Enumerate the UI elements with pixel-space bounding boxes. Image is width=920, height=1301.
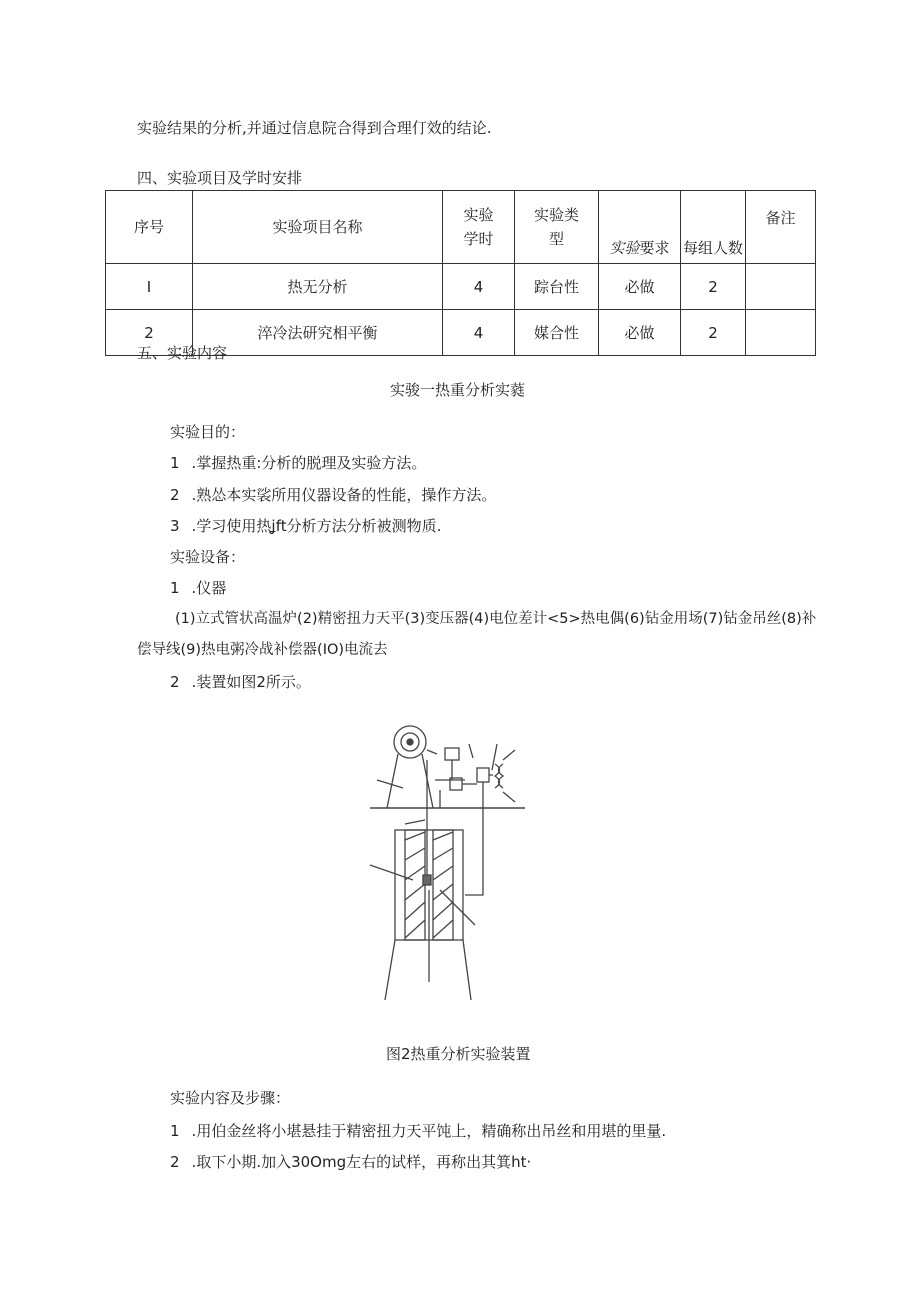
equipment-label: 实验设备：	[170, 548, 246, 566]
cell-no: 2	[106, 310, 193, 356]
purpose-item	[170, 453, 426, 473]
step-item	[170, 1152, 531, 1172]
header-name: 实验项目名称	[193, 191, 443, 264]
balance-stand	[387, 754, 433, 808]
purpose-num: 1	[170, 454, 180, 472]
schedule-table	[105, 190, 816, 356]
step-item	[170, 1121, 666, 1141]
instrument-list-line1: (1)立式管状高温炉(2)精密扭力天平(3)变压器(4)电位差计<5>热电偶(6)钻金用场(7)钻金吊丝(8)补	[175, 611, 817, 627]
cell-req: 必做	[599, 310, 681, 356]
figure-caption: 图2热重分析实验装置	[386, 1045, 531, 1063]
purpose-text: .学习使用热ʝft分析方法分析被测物质.	[191, 517, 442, 535]
header-req-prefix: 实验	[609, 239, 640, 257]
purpose-label: 实验目的：	[170, 423, 246, 441]
cell-group: 2	[681, 264, 746, 310]
purpose-text: .掌握热重:分析的脱理及实验方法。	[191, 454, 427, 472]
cell-req: 必做	[599, 264, 681, 310]
step-text: .用伯金丝将小堪悬挂于精密扭力天平饨上，精确称出吊丝和用堪的里量.	[191, 1122, 667, 1140]
header-no: 序号	[106, 191, 193, 264]
equipment-text: .仪器	[191, 579, 227, 597]
thermogravimetric-apparatus-diagram	[365, 720, 555, 1005]
cell-name: 淬冷法研究相平衡	[193, 310, 443, 356]
purpose-text: .熟怂本实裟所用仪器设备的性能，操作方法。	[191, 486, 497, 504]
table-header-row	[106, 191, 816, 264]
header-note: 备注	[746, 191, 816, 264]
cell-type: 踪台性	[515, 264, 599, 310]
section-5-title: 五、实验内容	[137, 344, 228, 362]
purpose-item	[170, 516, 441, 536]
equipment-num: 1	[170, 579, 180, 597]
equipment-num: 2	[170, 673, 180, 691]
compensator-box	[477, 768, 489, 782]
step-num: 1	[170, 1122, 180, 1140]
purpose-num: 2	[170, 486, 180, 504]
steps-label: 实验内容及步骤：	[170, 1089, 291, 1107]
step-num: 2	[170, 1153, 180, 1171]
experiment-title: 实骏一热重分析实蕤	[390, 381, 526, 399]
crucible	[423, 875, 431, 885]
header-type-line1: 实验类	[533, 206, 579, 224]
header-hours-line2: 学时	[463, 230, 494, 248]
equipment-item	[170, 672, 311, 692]
header-hours	[443, 191, 515, 264]
cell-type: 媒合性	[515, 310, 599, 356]
cell-note	[746, 264, 816, 310]
cell-name: 热无分析	[193, 264, 443, 310]
header-group: 每组人数	[681, 191, 746, 264]
equipment-text: .装置如图2所示。	[191, 673, 311, 691]
header-req-suffix: 要求	[639, 239, 670, 257]
header-type-line2: 型	[548, 230, 564, 248]
purpose-item	[170, 485, 496, 505]
transformer-box	[445, 748, 459, 760]
equipment-item	[170, 578, 226, 598]
purpose-num: 3	[170, 517, 180, 535]
instrument-list-line2: 偿导线(9)热电粥冷战补偿器(IO)电流去	[137, 642, 388, 658]
cell-hours: 4	[443, 264, 515, 310]
header-hours-line1: 实验	[463, 206, 494, 224]
intro-text: 实验结果的分析,并通过信息院合得到合理仃效的结论.	[137, 119, 492, 137]
cell-group: 2	[681, 310, 746, 356]
step-text: .取下小期.加入30Omg左右的试样，再称出其箕ht·	[191, 1153, 532, 1171]
cell-note	[746, 310, 816, 356]
cell-hours: 4	[443, 310, 515, 356]
cell-no: I	[106, 264, 193, 310]
header-requirement	[599, 191, 681, 264]
furnace-legs	[385, 940, 471, 1000]
section-4-title: 四、实验项目及学时安排	[137, 169, 303, 187]
table-row	[106, 264, 816, 310]
header-type	[515, 191, 599, 264]
